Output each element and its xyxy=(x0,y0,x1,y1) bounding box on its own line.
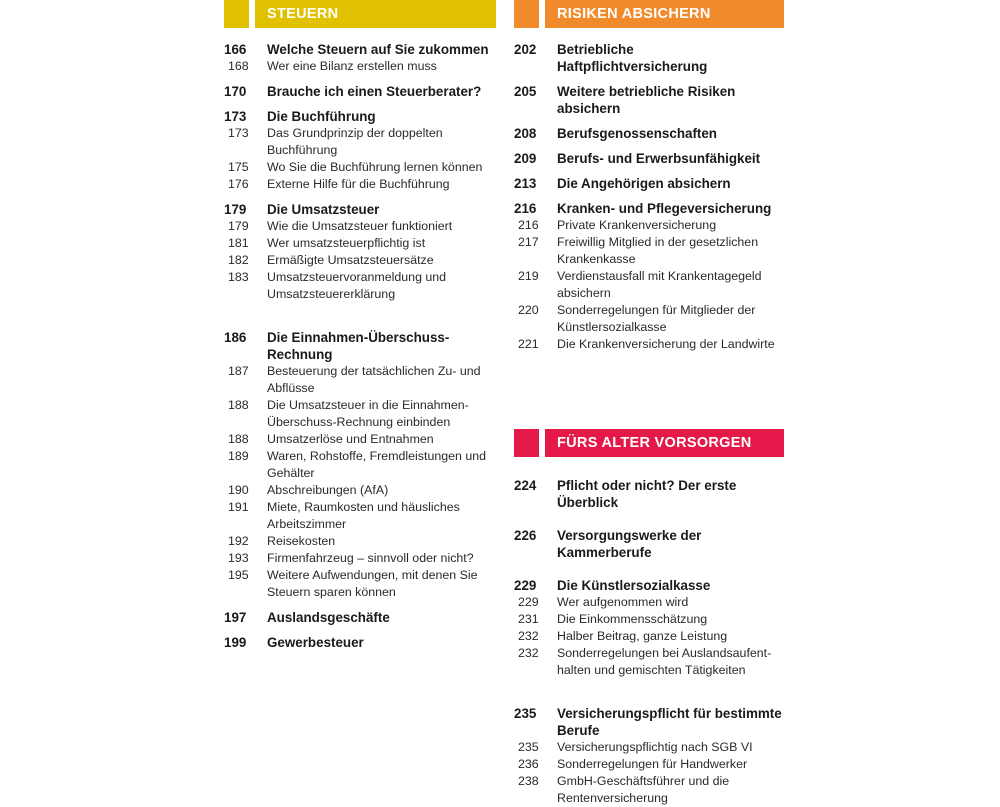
page-number: 235 xyxy=(518,740,539,754)
entry-title: Freiwillig Mitglied in der gesetzlichen Krankenkasse xyxy=(557,235,759,266)
toc-subentry[interactable] xyxy=(224,252,496,269)
entry-title: Berufs- und Erwerbsunfähigkeit xyxy=(557,151,761,166)
entry-title: Sonderregelungen bei Auslandsaufent-halten und gemischten Tätigkeiten xyxy=(557,646,772,677)
entry-title: Die Einnahmen-Überschuss-Rechnung xyxy=(267,330,450,362)
entry-title: Berufsgenossenschaften xyxy=(557,126,717,141)
toc-subentry[interactable] xyxy=(224,159,496,176)
entry-title: Verdienstausfall mit Krankentagegeld absichern xyxy=(557,269,762,300)
page-number: 190 xyxy=(228,483,249,497)
entry-title: Miete, Raumkosten und häusliches Arbeitszimmer xyxy=(267,500,460,531)
page-number: 232 xyxy=(518,646,539,660)
toc-subentry[interactable] xyxy=(224,176,496,193)
toc-subentry[interactable] xyxy=(224,567,496,601)
page-number: 209 xyxy=(514,151,537,166)
toc-subentry[interactable] xyxy=(224,125,496,159)
entry-title: Firmenfahrzeug – sinnvoll oder nicht? xyxy=(267,551,474,565)
entry-title: Wer eine Bilanz erstellen muss xyxy=(267,59,437,73)
page-number: 189 xyxy=(228,449,249,463)
entry-title: Wer aufgenommen wird xyxy=(557,595,689,609)
page-number: 168 xyxy=(228,59,249,73)
toc-subentry[interactable] xyxy=(224,58,496,75)
page-number: 235 xyxy=(514,706,537,721)
toc-subentry[interactable] xyxy=(224,397,496,431)
entry-title: Reisekosten xyxy=(267,534,336,548)
page-number: 208 xyxy=(514,126,537,141)
page-number: 186 xyxy=(224,330,247,345)
entry-title: Halber Beitrag, ganze Leistung xyxy=(557,629,728,643)
entry-title: Welche Steuern auf Sie zukommen xyxy=(267,42,489,57)
entry-title: Die Angehörigen absichern xyxy=(557,176,731,191)
page-number: 193 xyxy=(228,551,249,565)
entry-title: Die Buchführung xyxy=(267,109,376,124)
toc-subentry[interactable] xyxy=(224,448,496,482)
section-title: RISIKEN ABSICHERN xyxy=(545,0,784,28)
entry-title: Gewerbesteuer xyxy=(267,635,364,650)
toc-subentry[interactable] xyxy=(224,363,496,397)
entry-title: Private Krankenversicherung xyxy=(557,218,717,232)
toc-entry[interactable] xyxy=(224,108,496,125)
section-header-alter xyxy=(514,429,784,457)
toc-list-alter xyxy=(514,457,784,807)
toc-entry[interactable] xyxy=(224,634,496,651)
toc-subentry[interactable] xyxy=(224,431,496,448)
toc-entry[interactable] xyxy=(514,477,784,511)
toc-subentry[interactable] xyxy=(224,235,496,252)
page-number: 166 xyxy=(224,42,247,57)
toc-subentry[interactable] xyxy=(514,739,784,756)
toc-subentry[interactable] xyxy=(224,550,496,567)
toc-subentry[interactable] xyxy=(514,336,784,353)
page-number: 216 xyxy=(518,218,539,232)
entry-title: Abschreibungen (AfA) xyxy=(267,483,389,497)
page-number: 236 xyxy=(518,757,539,771)
toc-subentry[interactable] xyxy=(514,773,784,807)
toc-subentry[interactable] xyxy=(514,268,784,302)
page-number: 226 xyxy=(514,528,537,543)
entry-title: Wie die Umsatzsteuer funktioniert xyxy=(267,219,453,233)
entry-title: Pflicht oder nicht? Der erste Überblick xyxy=(557,478,737,510)
entry-title: GmbH-Geschäftsführer und die Rentenversicherung xyxy=(557,774,730,805)
page-number: 195 xyxy=(228,568,249,582)
page-number: 179 xyxy=(224,202,247,217)
page-number: 173 xyxy=(228,126,249,140)
entry-title: Die Künstlersozialkasse xyxy=(557,578,711,593)
section-title: FÜRS ALTER VORSORGEN xyxy=(545,429,784,457)
page-number: 176 xyxy=(228,177,249,191)
entry-title: Weitere betriebliche Risiken absichern xyxy=(557,84,736,116)
section-marker xyxy=(224,0,249,28)
page-number: 219 xyxy=(518,269,539,283)
page-number: 202 xyxy=(514,42,537,57)
toc-subentry[interactable] xyxy=(224,533,496,550)
entry-title: Das Grundprinzip der doppelten Buchführung xyxy=(267,126,443,157)
page-number: 238 xyxy=(518,774,539,788)
page-number: 181 xyxy=(228,236,249,250)
entry-title: Sonderregelungen für Handwerker xyxy=(557,757,748,771)
entry-title: Brauche ich einen Steuerberater? xyxy=(267,84,482,99)
page-number: 173 xyxy=(224,109,247,124)
page-number: 229 xyxy=(514,578,537,593)
entry-title: Umsatzerlöse und Entnahmen xyxy=(267,432,434,446)
toc-subentry[interactable] xyxy=(514,594,784,611)
toc-entry[interactable] xyxy=(514,150,784,167)
toc-subentry[interactable] xyxy=(514,217,784,234)
toc-subentry[interactable] xyxy=(514,302,784,336)
page-number: 217 xyxy=(518,235,539,249)
entry-title: Betriebliche Haftpflichtversicherung xyxy=(557,42,708,74)
entry-title: Ermäßigte Umsatzsteuersätze xyxy=(267,253,434,267)
page-number: 232 xyxy=(518,629,539,643)
page-number: 179 xyxy=(228,219,249,233)
page-number: 187 xyxy=(228,364,249,378)
entry-title: Die Umsatzsteuer xyxy=(267,202,380,217)
toc-column-left xyxy=(224,0,496,651)
entry-title: Wo Sie die Buchführung lernen können xyxy=(267,160,483,174)
toc-subentry[interactable] xyxy=(514,234,784,268)
toc-subentry[interactable] xyxy=(224,499,496,533)
entry-title: Wer umsatzsteuerpflichtig ist xyxy=(267,236,426,250)
entry-title: Externe Hilfe für die Buchführung xyxy=(267,177,450,191)
toc-entry[interactable] xyxy=(224,201,496,218)
entry-title: Die Umsatzsteuer in die Einnahmen-Überschuss-Rechnung einbinden xyxy=(267,398,469,429)
toc-subentry[interactable] xyxy=(514,628,784,645)
entry-title: Weitere Aufwendungen, mit denen Sie Steuern sparen können xyxy=(267,568,478,599)
entry-title: Kranken- und Pflegeversicherung xyxy=(557,201,772,216)
entry-title: Besteuerung der tatsächlichen Zu- und Abflüsse xyxy=(267,364,481,395)
page-number: 213 xyxy=(514,176,537,191)
entry-title: Versicherungspflichtig nach SGB VI xyxy=(557,740,753,754)
page-number: 221 xyxy=(518,337,539,351)
page-number: 175 xyxy=(228,160,249,174)
entry-title: Versorgungswerke der Kammerberufe xyxy=(557,528,702,560)
page-number: 224 xyxy=(514,478,537,493)
section-marker xyxy=(514,429,539,457)
page-number: 188 xyxy=(228,398,249,412)
toc-entry[interactable] xyxy=(514,175,784,192)
toc-entry[interactable] xyxy=(224,329,496,363)
entry-title: Die Einkommensschätzung xyxy=(557,612,708,626)
toc-entry[interactable] xyxy=(224,41,496,58)
page-number: 197 xyxy=(224,610,247,625)
toc-entry[interactable] xyxy=(224,83,496,100)
section-header-risiken xyxy=(514,0,784,28)
toc-subentry[interactable] xyxy=(224,218,496,235)
entry-title: Versicherungspflicht für bestimmte Berufe xyxy=(557,706,782,738)
page-number: 205 xyxy=(514,84,537,99)
page-number: 188 xyxy=(228,432,249,446)
toc-entry[interactable] xyxy=(224,609,496,626)
toc-entry[interactable] xyxy=(514,527,784,561)
section-marker xyxy=(514,0,539,28)
page-number: 183 xyxy=(228,270,249,284)
entry-title: Die Krankenversicherung der Landwirte xyxy=(557,337,775,351)
entry-title: Waren, Rohstoffe, Fremdleistungen und Gehälter xyxy=(267,449,487,480)
toc-entry[interactable] xyxy=(514,125,784,142)
section-title: STEUERN xyxy=(255,0,496,28)
toc-column-right xyxy=(514,0,784,805)
toc-list-risiken xyxy=(514,28,784,353)
page-number: 191 xyxy=(228,500,249,514)
toc-entry[interactable] xyxy=(514,705,784,739)
toc-subentry[interactable] xyxy=(224,269,496,303)
toc-entry[interactable] xyxy=(514,83,784,117)
toc-subentry[interactable] xyxy=(514,756,784,773)
page-number: 216 xyxy=(514,201,537,216)
toc-entry[interactable] xyxy=(514,200,784,217)
toc-subentry[interactable] xyxy=(514,611,784,628)
entry-title: Umsatzsteuervoranmeldung und Umsatzsteuererklärung xyxy=(267,270,447,301)
toc-list-steuern xyxy=(224,28,496,651)
toc-entry[interactable] xyxy=(514,41,784,75)
page-number: 182 xyxy=(228,253,249,267)
page-number: 229 xyxy=(518,595,539,609)
page-number: 220 xyxy=(518,303,539,317)
toc-subentry[interactable] xyxy=(224,482,496,499)
page-number: 170 xyxy=(224,84,247,99)
toc-subentry[interactable] xyxy=(514,645,784,679)
section-header-steuern xyxy=(224,0,496,28)
entry-title: Sonderregelungen für Mitglieder der Künstlersozialkasse xyxy=(557,303,756,334)
page-number: 199 xyxy=(224,635,247,650)
entry-title: Auslandsgeschäfte xyxy=(267,610,390,625)
page-number: 192 xyxy=(228,534,249,548)
toc-entry[interactable] xyxy=(514,577,784,594)
page-number: 231 xyxy=(518,612,539,626)
